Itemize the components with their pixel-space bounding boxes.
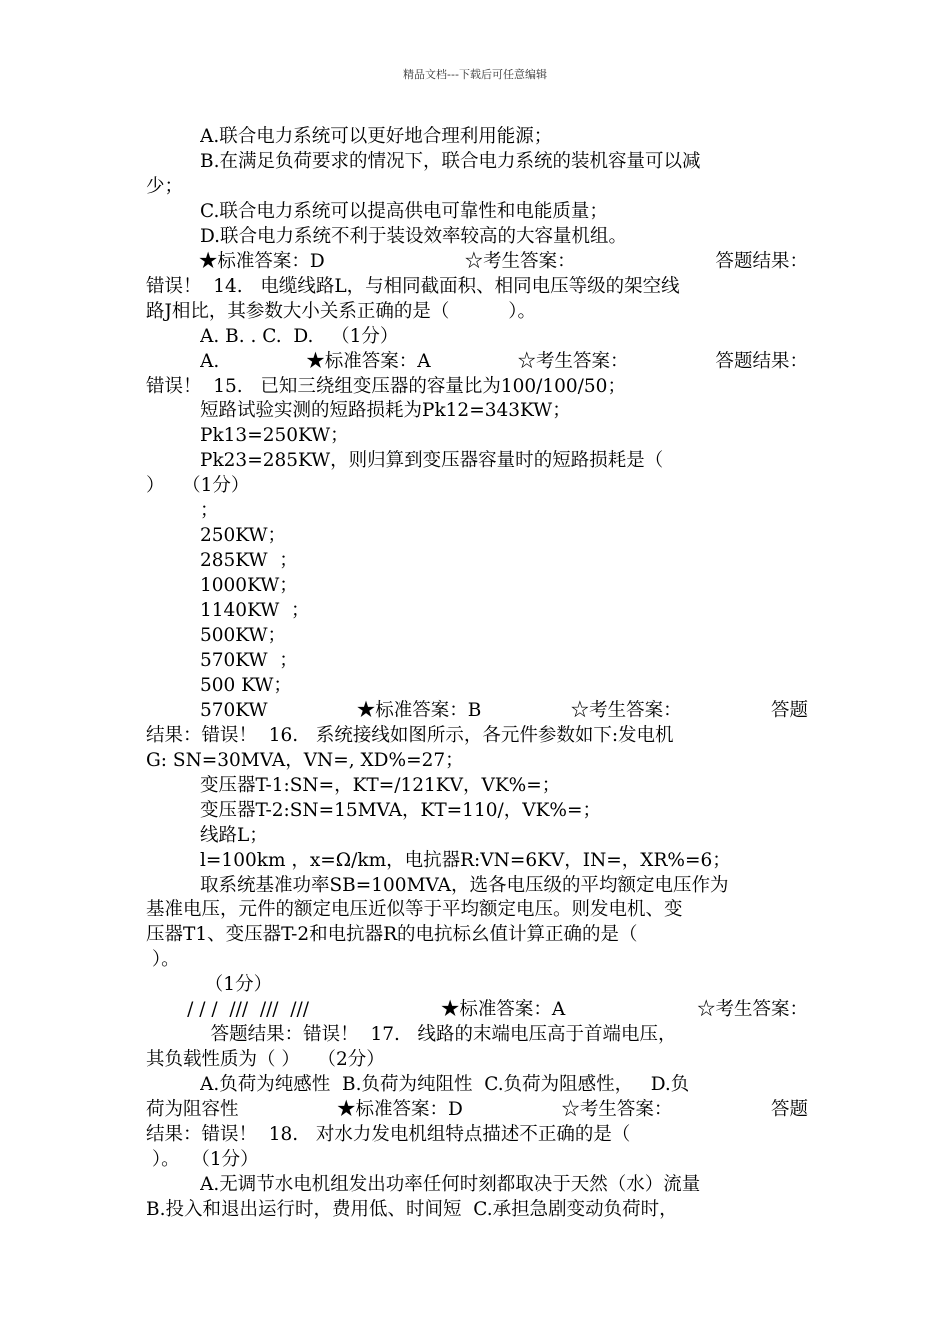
text-line: 线路L； bbox=[200, 824, 268, 846]
text-line-part: ☆考生答案： bbox=[464, 250, 576, 272]
text-line: 路J相比，其参数大小关系正确的是（ ）。 bbox=[146, 300, 536, 322]
text-line: ）。 bbox=[146, 949, 180, 971]
text-line: 500KW； bbox=[200, 625, 286, 646]
text-line: 结果：错误！ 18. 对水力发电机组特点描述不正确的是（ bbox=[146, 1124, 631, 1145]
text-line: A. B. . C. D. （1分） bbox=[200, 325, 399, 347]
text-line: 错误！ 14. 电缆线路L，与相同截面积、相同电压等级的架空线 bbox=[146, 275, 680, 297]
page-header: 精品文档---下载后可任意编辑 bbox=[403, 68, 547, 81]
text-line bbox=[200, 349, 808, 374]
text-line: D.联合电力系统不利于装设效率较高的大容量机组。 bbox=[200, 225, 628, 247]
text-line-part: ☆考生答案： bbox=[517, 350, 629, 372]
text-line: A.负荷为纯感性 B.负荷为纯阻性 C.负荷为阻感性， D.负 bbox=[200, 1074, 690, 1096]
text-line: ； bbox=[200, 500, 219, 522]
text-line-part: 答题 bbox=[770, 699, 808, 721]
text-line: l=100km ，x=Ω/km，电抗器R:VN=6KV，IN=，XR%=6； bbox=[200, 849, 731, 871]
text-line: 答题结果：错误！ 17. 线路的末端电压高于首端电压， bbox=[146, 1024, 677, 1046]
text-line-part: ★标准答案：B bbox=[356, 699, 482, 721]
text-line: B.在满足负荷要求的情况下，联合电力系统的装机容量可以减 bbox=[200, 150, 701, 172]
text-line-part: 答题结果： bbox=[715, 350, 808, 372]
text-line bbox=[146, 1097, 808, 1122]
text-line: 错误！ 15. 已知三绕组变压器的容量比为100/100/50； bbox=[146, 375, 626, 397]
text-line: A.联合电力系统可以更好地合理利用能源； bbox=[200, 126, 553, 147]
text-line: B.投入和退出运行时，费用低、时间短 C.承担急剧变动负荷时， bbox=[146, 1198, 678, 1220]
text-line bbox=[200, 698, 808, 723]
text-line: 250KW； bbox=[200, 525, 286, 547]
text-line: 压器T1、变压器T-2和电抗器R的电抗标幺值计算正确的是（ bbox=[146, 924, 638, 946]
text-line-part: ★标准答案：D bbox=[146, 250, 325, 272]
text-line-part: ☆考生答案： bbox=[561, 1099, 673, 1121]
text-line: 285KW ； bbox=[200, 550, 298, 572]
text-line-part: A. bbox=[200, 350, 220, 372]
text-line-part: ☆考生答案： bbox=[570, 699, 682, 721]
text-line-part: 答题 bbox=[770, 1099, 808, 1121]
text-line: 取系统基准功率SB=100MVA，选各电压级的平均额定电压作为 bbox=[200, 874, 729, 896]
text-line: 结果：错误！ 16. 系统接线如图所示，各元件参数如下:发电机 bbox=[146, 724, 674, 746]
text-line: 570KW ； bbox=[200, 649, 298, 671]
text-line: Pk23=285KW，则归算到变压器容量时的短路损耗是（ bbox=[200, 450, 664, 472]
text-line-part: 答题结果： bbox=[715, 250, 808, 272]
text-line: C.联合电力系统可以提高供电可靠性和电能质量； bbox=[200, 200, 608, 222]
text-line-part: 荷为阻容性 bbox=[146, 1099, 239, 1121]
text-line: 1140KW ； bbox=[200, 600, 310, 622]
text-line: 变压器T-1:SN=，KT=/121KV，VK%=； bbox=[200, 774, 561, 796]
text-line: 500 KW； bbox=[200, 674, 292, 696]
text-line-part: ★标准答案：A bbox=[440, 999, 566, 1021]
text-line-part: ★标准答案：D bbox=[337, 1099, 463, 1121]
text-line bbox=[146, 249, 808, 274]
text-line: ） （1分） bbox=[146, 475, 250, 497]
text-line: A.无调节水电机组发出功率任何时刻都取决于天然（水）流量 bbox=[200, 1173, 701, 1195]
text-line: G: SN=30MVA，VN=, XD%=27； bbox=[146, 749, 464, 771]
text-line: 基准电压，元件的额定电压近似等于平均额定电压。则发电机、变 bbox=[146, 899, 683, 921]
text-line: 短路试验实测的短路损耗为Pk12=343KW； bbox=[200, 400, 571, 422]
text-line: 变压器T-2:SN=15MVA，KT=110/，VK%=； bbox=[200, 799, 601, 821]
text-line: Pk13=250KW； bbox=[200, 425, 349, 447]
text-line: 少； bbox=[146, 175, 184, 197]
text-line-part: 570KW bbox=[200, 699, 268, 721]
text-line bbox=[146, 997, 808, 1022]
text-line-part: ☆考生答案： bbox=[696, 999, 808, 1021]
text-line-part: / / / /// /// /// bbox=[146, 999, 310, 1021]
text-line-part: ★标准答案：A bbox=[306, 350, 431, 372]
text-line: ）。 （1分） bbox=[146, 1148, 259, 1170]
text-line: （1分） bbox=[146, 974, 273, 996]
text-line: 其负载性质为（ ） （2分） bbox=[146, 1049, 385, 1071]
text-line: 1000KW； bbox=[200, 575, 298, 597]
